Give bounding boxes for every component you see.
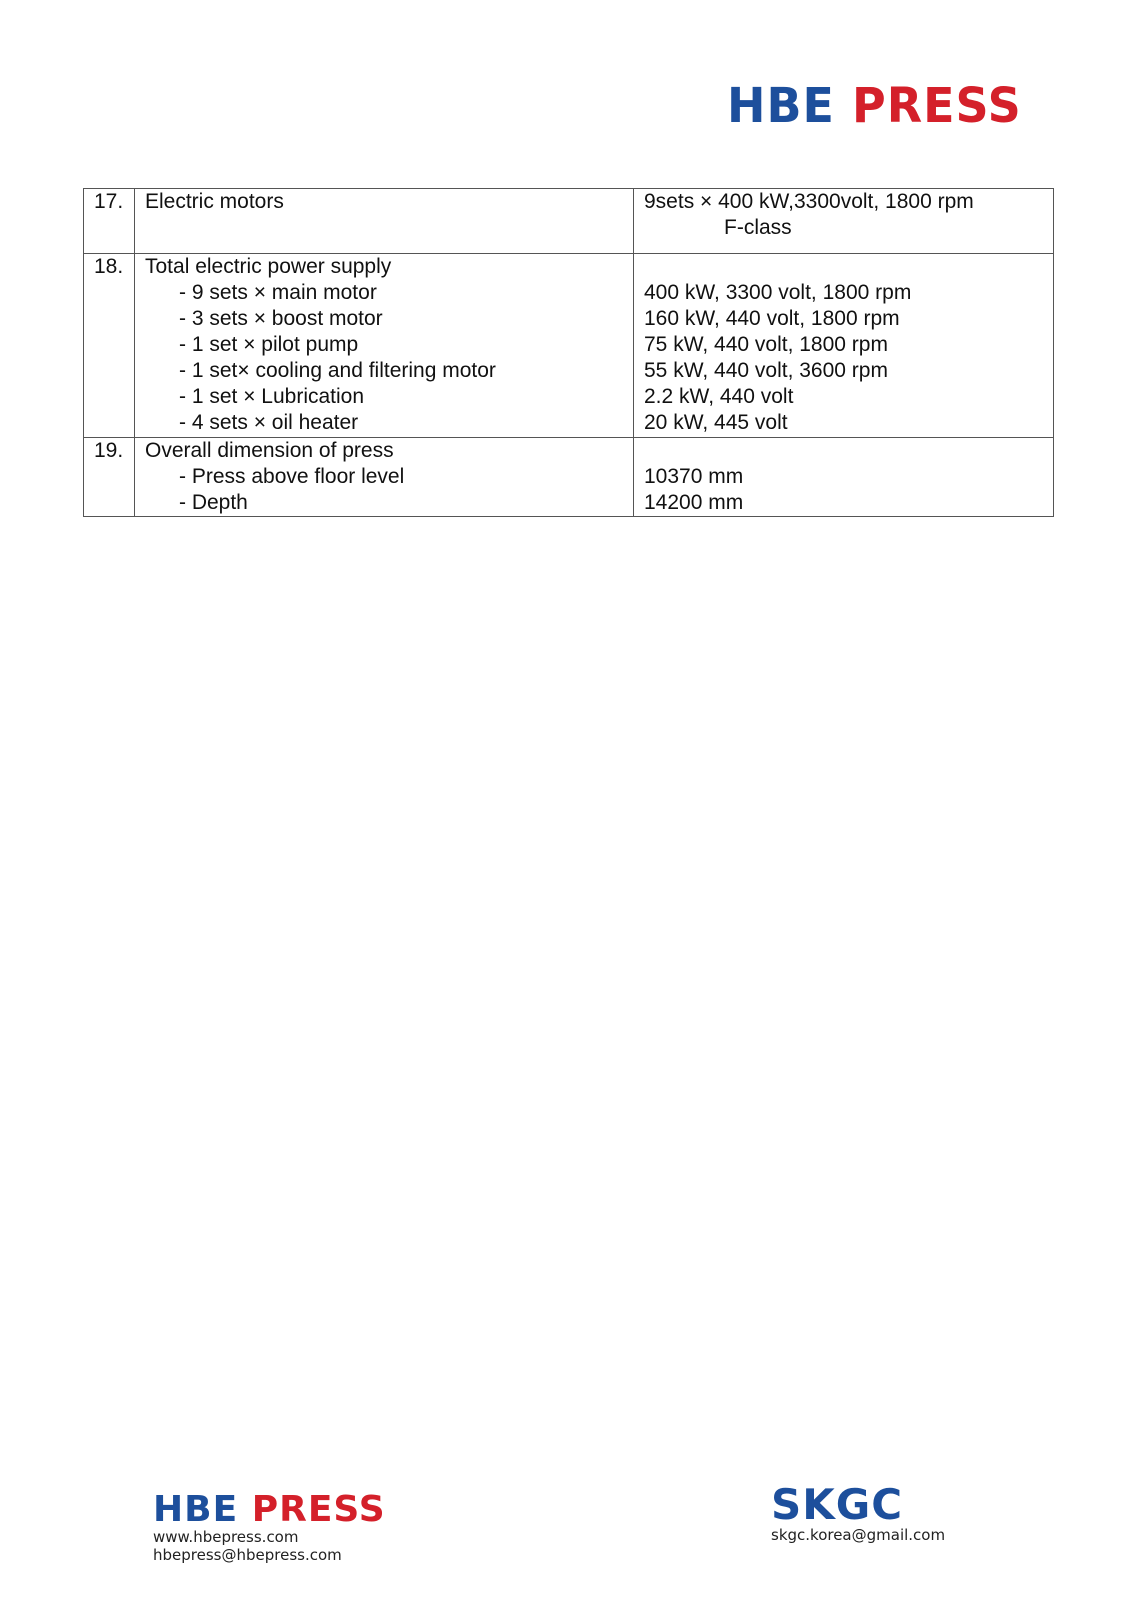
table-row: [84, 189, 1054, 254]
row-value: 55 kW, 440 volt, 3600 rpm: [644, 359, 888, 382]
row-sub-item: - 1 set × pilot pump: [179, 333, 359, 356]
skgc-email-link[interactable]: skgc.korea@gmail.com: [771, 1526, 946, 1544]
row-value: F-class: [724, 216, 792, 239]
row-value: 9sets × 400 kW,3300volt, 1800 rpm: [644, 190, 974, 213]
spec-table: [83, 188, 1054, 517]
row-number: 17.: [84, 189, 135, 254]
row-number: 18.: [84, 254, 135, 438]
skgc-logo: SKGC: [771, 1480, 904, 1529]
footer-email-link[interactable]: hbepress@hbepress.com: [153, 1546, 342, 1564]
row-values-cell: [634, 189, 1054, 254]
row-sub-item: - 4 sets × oil heater: [179, 411, 359, 434]
footer-website-link[interactable]: www.hbepress.com: [153, 1528, 299, 1546]
row-number: 19.: [84, 438, 135, 517]
header-logo: [727, 76, 1022, 134]
row-value: 400 kW, 3300 volt, 1800 rpm: [644, 281, 912, 304]
row-values-cell: [634, 438, 1054, 517]
row-sub-item: - 9 sets × main motor: [179, 281, 377, 304]
row-value: 14200 mm: [644, 491, 744, 514]
row-value: 10370 mm: [644, 465, 744, 488]
row-value: 20 kW, 445 volt: [644, 411, 788, 434]
row-value: 75 kW, 440 volt, 1800 rpm: [644, 333, 888, 356]
row-value: 2.2 kW, 440 volt: [644, 385, 794, 408]
table-row: [84, 254, 1054, 438]
row-description-cell: [135, 254, 634, 438]
row-sub-item: - 1 set × Lubrication: [179, 385, 365, 408]
footer-left: [153, 1489, 386, 1564]
row-description: Total electric power supply: [145, 255, 392, 278]
header-logo-press: PRESS: [852, 76, 1022, 134]
table-row: [84, 438, 1054, 517]
row-description-cell: [135, 438, 634, 517]
footer-right: [771, 1480, 946, 1544]
row-value: 160 kW, 440 volt, 1800 rpm: [644, 307, 900, 330]
footer-logo-hbe: HBE: [153, 1489, 239, 1530]
row-description-cell: [135, 189, 634, 254]
header-logo-hbe: HBE: [727, 76, 835, 134]
footer-logo: [153, 1489, 386, 1530]
row-sub-item: - 3 sets × boost motor: [179, 307, 383, 330]
row-sub-item: - 1 set× cooling and filtering motor: [179, 359, 496, 382]
row-sub-item: - Press above floor level: [179, 465, 405, 488]
row-description: Overall dimension of press: [145, 439, 394, 462]
row-values-cell: [634, 254, 1054, 438]
row-sub-item: - Depth: [179, 491, 248, 514]
row-description: Electric motors: [145, 190, 284, 213]
footer-logo-press: PRESS: [251, 1489, 386, 1530]
